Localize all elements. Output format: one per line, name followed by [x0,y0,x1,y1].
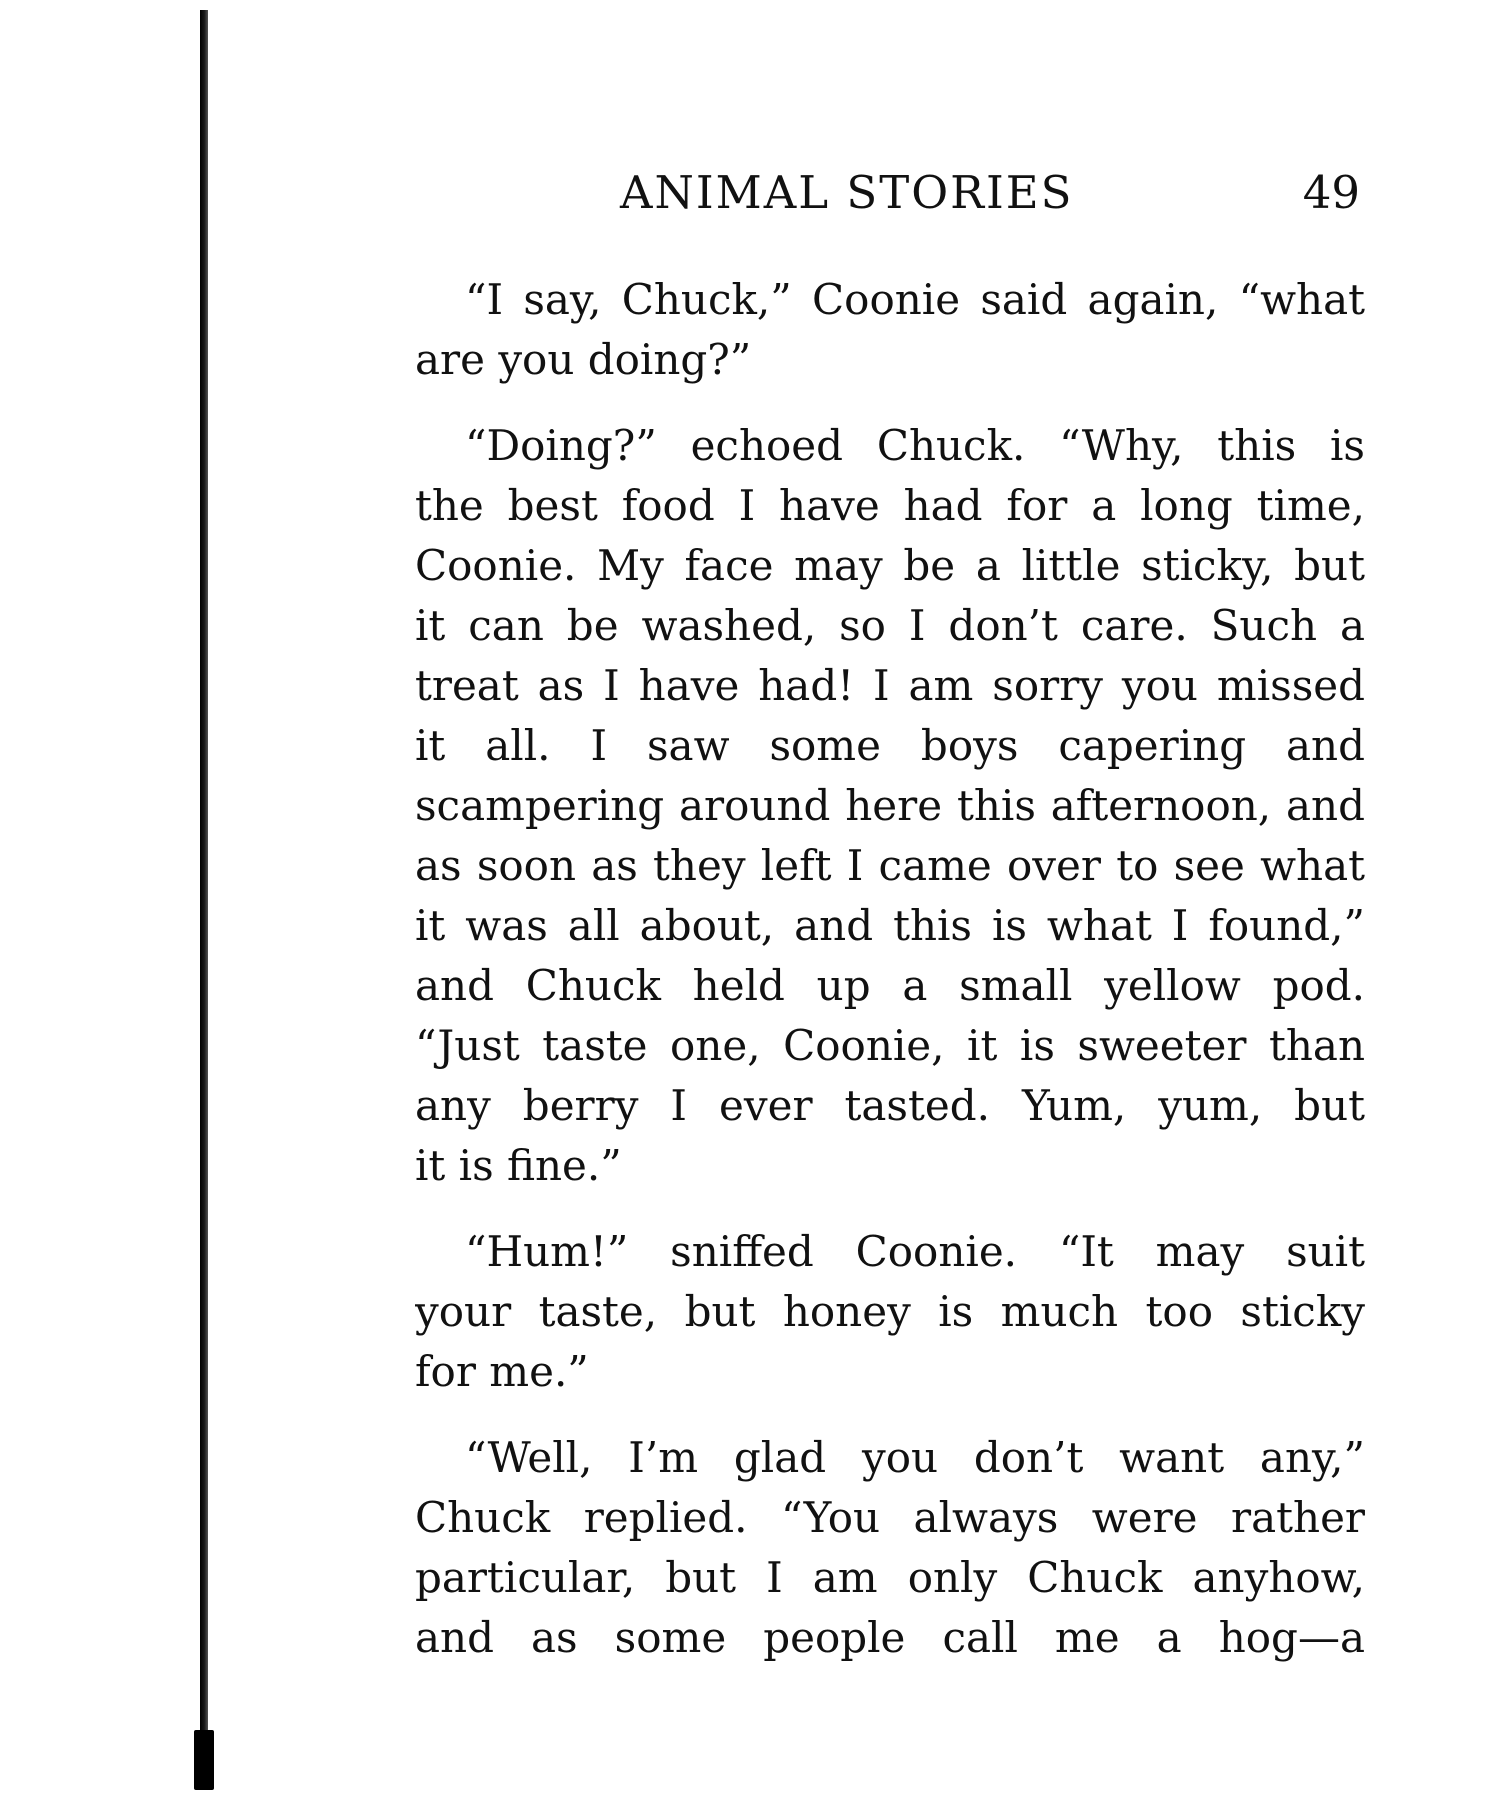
text-line: treat as I have had! I am sorry you missed [415,661,1365,710]
text-line: it all. I saw some boys capering and [415,721,1365,770]
text-line: scampering around here this afternoon, and [415,781,1365,830]
body-text [415,270,1365,1694]
text-line: it can be washed, so I don’t care. Such a [415,601,1365,650]
text-line: it was all about, and this is what I found,” [415,901,1365,950]
paragraph-3 [415,1222,1365,1402]
text-line: as soon as they left I came over to see what [415,841,1365,890]
text-line: “Doing?” echoed Chuck. “Why, this is [465,421,1365,470]
text-line: your taste, but honey is much too sticky [415,1287,1365,1336]
text-line: are you doing?” [415,335,752,384]
text-line: “Well, I’m glad you don’t want any,” [465,1433,1365,1482]
paragraph-4 [415,1428,1365,1668]
text-line: particular, but I am only Chuck anyhow, [415,1553,1365,1602]
paragraph-1 [415,270,1365,390]
text-line: any berry I ever tasted. Yum, yum, but [415,1081,1365,1130]
text-line: “Hum!” sniffed Coonie. “It may suit [465,1227,1365,1276]
text-line: “Just taste one, Coonie, it is sweeter than [415,1021,1365,1070]
text-line: and Chuck held up a small yellow pod. [415,961,1365,1010]
text-line: and as some people call me a hog—a [415,1613,1365,1662]
page-binding-edge-tip [194,1730,214,1790]
page-header [600,166,1360,236]
text-line: for me.” [415,1347,589,1396]
page-binding-edge [200,10,208,1790]
page-number: 49 [1302,166,1360,219]
text-line: “I say, Chuck,” Coonie said again, “what [465,275,1365,324]
text-line: Coonie. My face may be a little sticky, but [415,541,1365,590]
text-line: Chuck replied. “You always were rather [415,1493,1365,1542]
paragraph-2 [415,416,1365,1196]
running-head: ANIMAL STORIES [620,166,1074,219]
text-line: it is fine.” [415,1141,622,1190]
text-line: the best food I have had for a long time, [415,481,1365,530]
